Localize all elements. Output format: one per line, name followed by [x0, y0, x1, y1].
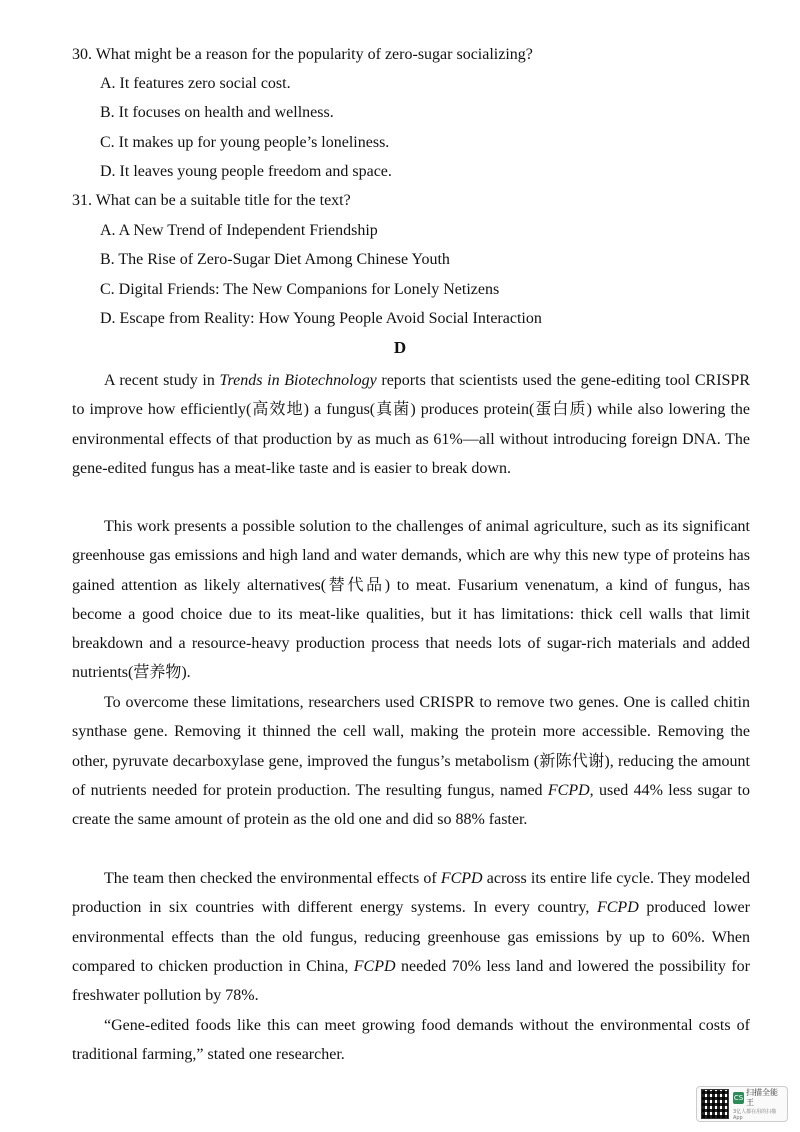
option-31-d: D. Escape from Reality: How Young People Avoid Social Interaction: [100, 310, 542, 327]
question-31: 31. What can be a suitable title for the text?: [72, 192, 351, 209]
p4-text-b: across its entire life cycle. They modeled production in six countries with different energy systems. In every country,: [72, 870, 750, 917]
fcpd-term: FCPD: [353, 957, 396, 975]
section-label: D: [393, 338, 407, 357]
option-30-a: A. It features zero social cost.: [100, 75, 291, 92]
p4-text-c: produced lower environmental effects than the old fungus, reducing greenhouse gas emissions by up to 60%. When compared to chicken production in China,: [72, 899, 750, 975]
option-31-a: A. A New Trend of Independent Friendship: [100, 222, 378, 239]
p3-text-a: To overcome these limitations, researchers used CRISPR to remove two genes. One is called chitin synthase gene. Removing it thinned the cell wall, making the protein more accessible. Removing the other, pyruvate decarboxylase gene, improved the fungus’s metabolism (新陈代谢), reducing the amount of nutrients needed for protein production. The resulting fungus, named: [72, 694, 750, 799]
option-31-c: C. Digital Friends: The New Companions for Lonely Netizens: [100, 281, 500, 298]
badge-subtitle: 3亿人都在用的扫描App: [732, 1108, 777, 1121]
passage-paragraph-1: [72, 366, 750, 483]
camscanner-logo-icon: CS: [733, 1093, 744, 1102]
option-31-b: B. The Rise of Zero-Sugar Diet Among Chinese Youth: [100, 251, 450, 268]
qr-code-icon: [701, 1089, 729, 1119]
p4-text-a: The team then checked the environmental effects of: [104, 870, 441, 887]
badge-title: 扫描全能王: [746, 1087, 779, 1107]
option-30-b: B. It focuses on health and wellness.: [100, 104, 334, 121]
passage-paragraph-2: This work presents a possible solution to the challenges of animal agriculture, such as its significant greenhouse gas emissions and high land and water demands, which are why this new type of proteins has gained attention as likely alternatives(替代品) to meat. Fusarium venenatum, a kind of fungus, has become a good choice due to its meat-like qualities, but it has limitations: thick cell walls that limit breakdown and a resource-heavy production process that needs lots of sugar-rich materials and added nutrients(营养物).: [72, 518, 750, 682]
p1-text-a: A recent study in: [104, 372, 220, 389]
option-30-c: C. It makes up for young people’s loneliness.: [100, 134, 390, 151]
p3-text-b: , used 44% less sugar to create the same amount of protein as the old one and did so 88% faster.: [72, 781, 750, 829]
option-30-d: D. It leaves young people freedom and space.: [100, 163, 392, 180]
passage-paragraph-3: [72, 688, 750, 834]
question-30: 30. What might be a reason for the popularity of zero-sugar socializing?: [72, 46, 533, 63]
passage-paragraph-5: “Gene-edited foods like this can meet growing food demands without the environmental costs of traditional farming,” stated one researcher.: [72, 1017, 750, 1064]
p1-text-b: reports that scientists used the gene-editing tool CRISPR to improve how efficiently(高效地) a fungus(真菌) produces protein(蛋白质) while also lowering the environmental effects of that production by as much as 61%—all without introducing foreign DNA. The gene-edited fungus has a meat-like taste and is easier to break down.: [72, 372, 750, 477]
fcpd-term: FCPD: [596, 899, 639, 917]
fcpd-term: FCPD: [440, 870, 483, 887]
scanner-watermark-badge: [696, 1086, 788, 1122]
passage-paragraph-4: [72, 864, 750, 1010]
journal-name: Trends in Biotechnology: [219, 372, 377, 389]
fcpd-term: FCPD: [547, 781, 590, 799]
p4-text-d: needed 70% less land and lowered the possibility for freshwater pollution by 78%.: [72, 957, 750, 1005]
